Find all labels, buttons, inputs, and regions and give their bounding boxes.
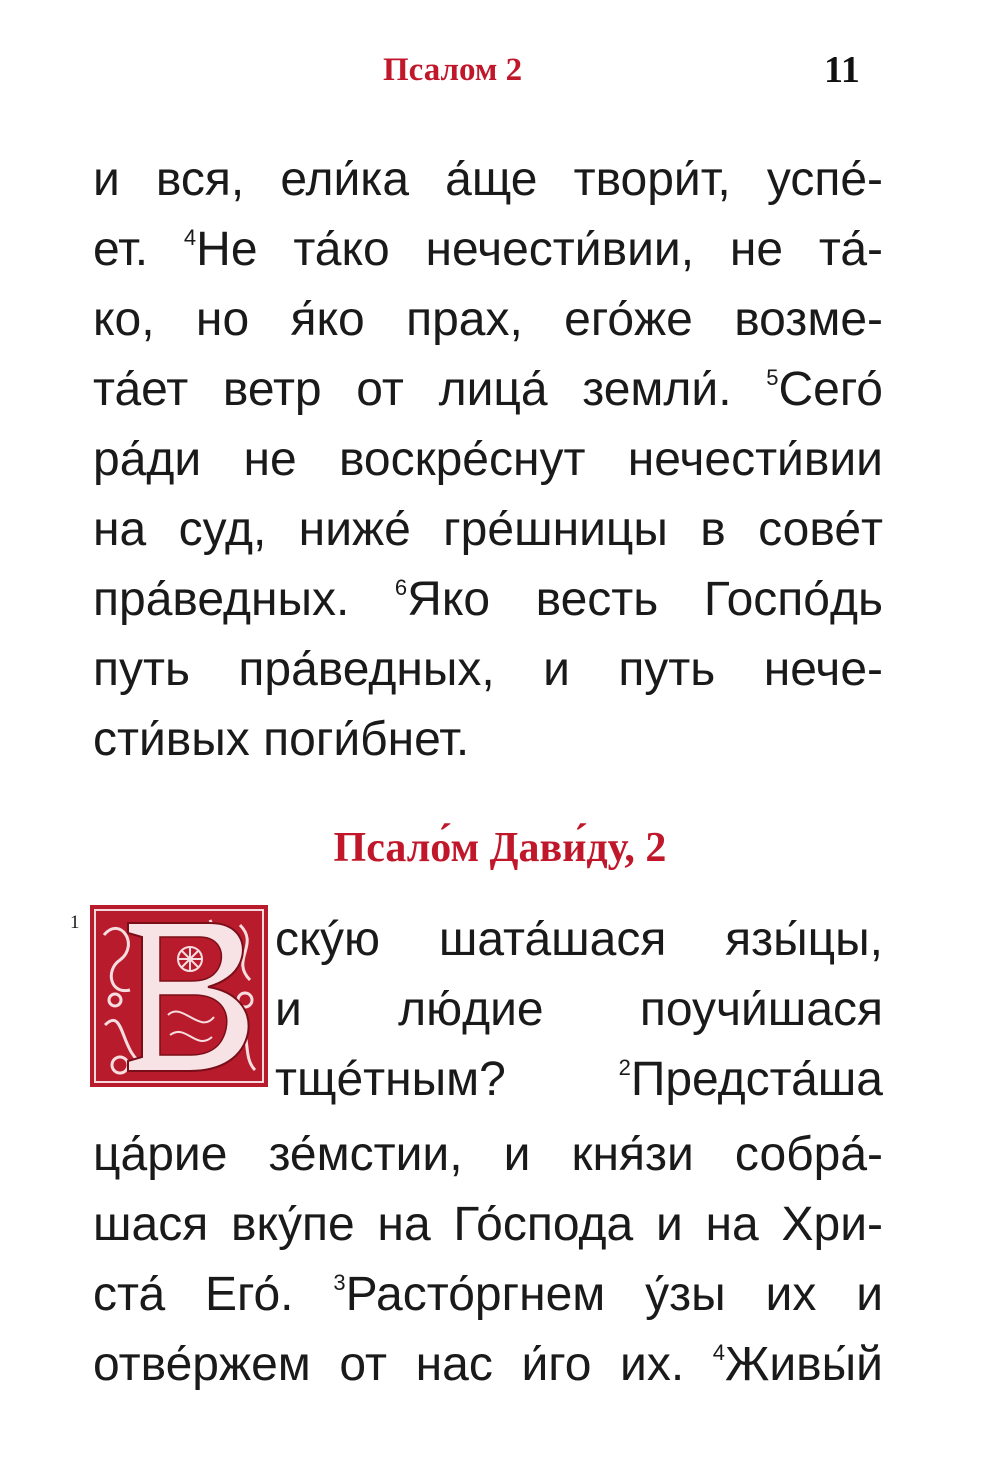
line-text: ца́рие зе́мстии, и кня́зи собра́- xyxy=(93,1128,883,1181)
line-text: ет. xyxy=(93,223,184,276)
text-line xyxy=(93,355,883,425)
line-text: пра́ведных. xyxy=(93,573,395,626)
line-text: Расто́ргнем у́зы их и xyxy=(345,1268,884,1321)
text-line xyxy=(93,1260,883,1330)
verse-number: 2 xyxy=(618,1055,631,1080)
text-line xyxy=(275,1045,883,1115)
line-text: скýю шата́шася язы́цы, xyxy=(275,913,883,966)
verse-number: 3 xyxy=(333,1270,346,1295)
line-text: и вся, ели́ка а́ще твори́т, успе́- xyxy=(93,153,883,206)
line-text: тщéтным? xyxy=(275,1053,619,1106)
line-text: Сего́ xyxy=(778,363,883,416)
text-line xyxy=(93,635,883,705)
line-text: та́ет ветр от лица́ земли́. xyxy=(93,363,767,416)
line-text: и лю́дие поучи́шася xyxy=(275,983,883,1036)
verse-number-marginal: 1 xyxy=(70,912,80,933)
verse-number: 5 xyxy=(766,365,779,390)
line-text: ра́ди не воскре́снут нечести́вии xyxy=(93,433,883,486)
text-line xyxy=(93,1330,883,1400)
line-text: путь пра́ведных, и путь нече- xyxy=(93,643,883,696)
line-text: ста́ Его́. xyxy=(93,1268,334,1321)
line-text: Яко весть Госпо́дь xyxy=(407,573,884,626)
line-text: сти́вых поги́бнет. xyxy=(93,713,470,766)
line-text: Не та́ко нечести́вии, не та́- xyxy=(196,223,883,276)
page-number: 11 xyxy=(824,49,860,91)
verse-number: 4 xyxy=(183,225,197,250)
text-line xyxy=(93,215,883,285)
text-line xyxy=(93,1120,883,1190)
running-head: Псалом 2 xyxy=(383,52,523,88)
text-line xyxy=(93,145,883,215)
verse-number: 6 xyxy=(394,575,408,600)
line-text: ко, но я́ко прах, его́же возме- xyxy=(93,293,883,346)
line-text: на суд, ниже́ гре́шницы в сове́т xyxy=(93,503,883,556)
text-line xyxy=(93,705,883,775)
decorative-initial-icon xyxy=(90,905,268,1087)
line-text: Предста́ша xyxy=(630,1053,883,1106)
text-line xyxy=(93,565,883,635)
text-line xyxy=(93,425,883,495)
line-text: отве́ржем от нас и́го их. xyxy=(93,1338,713,1391)
line-text: Живы́й xyxy=(725,1338,883,1391)
text-line xyxy=(93,495,883,565)
text-line xyxy=(275,975,883,1045)
text-line xyxy=(93,1190,883,1260)
section-title: Псало́м Дави́ду, 2 xyxy=(333,825,667,871)
verse-number: 4 xyxy=(712,1340,726,1365)
line-text: шася вку́пе на Го́спода и на Хри- xyxy=(93,1198,883,1251)
text-line xyxy=(93,285,883,355)
text-line xyxy=(275,905,883,975)
